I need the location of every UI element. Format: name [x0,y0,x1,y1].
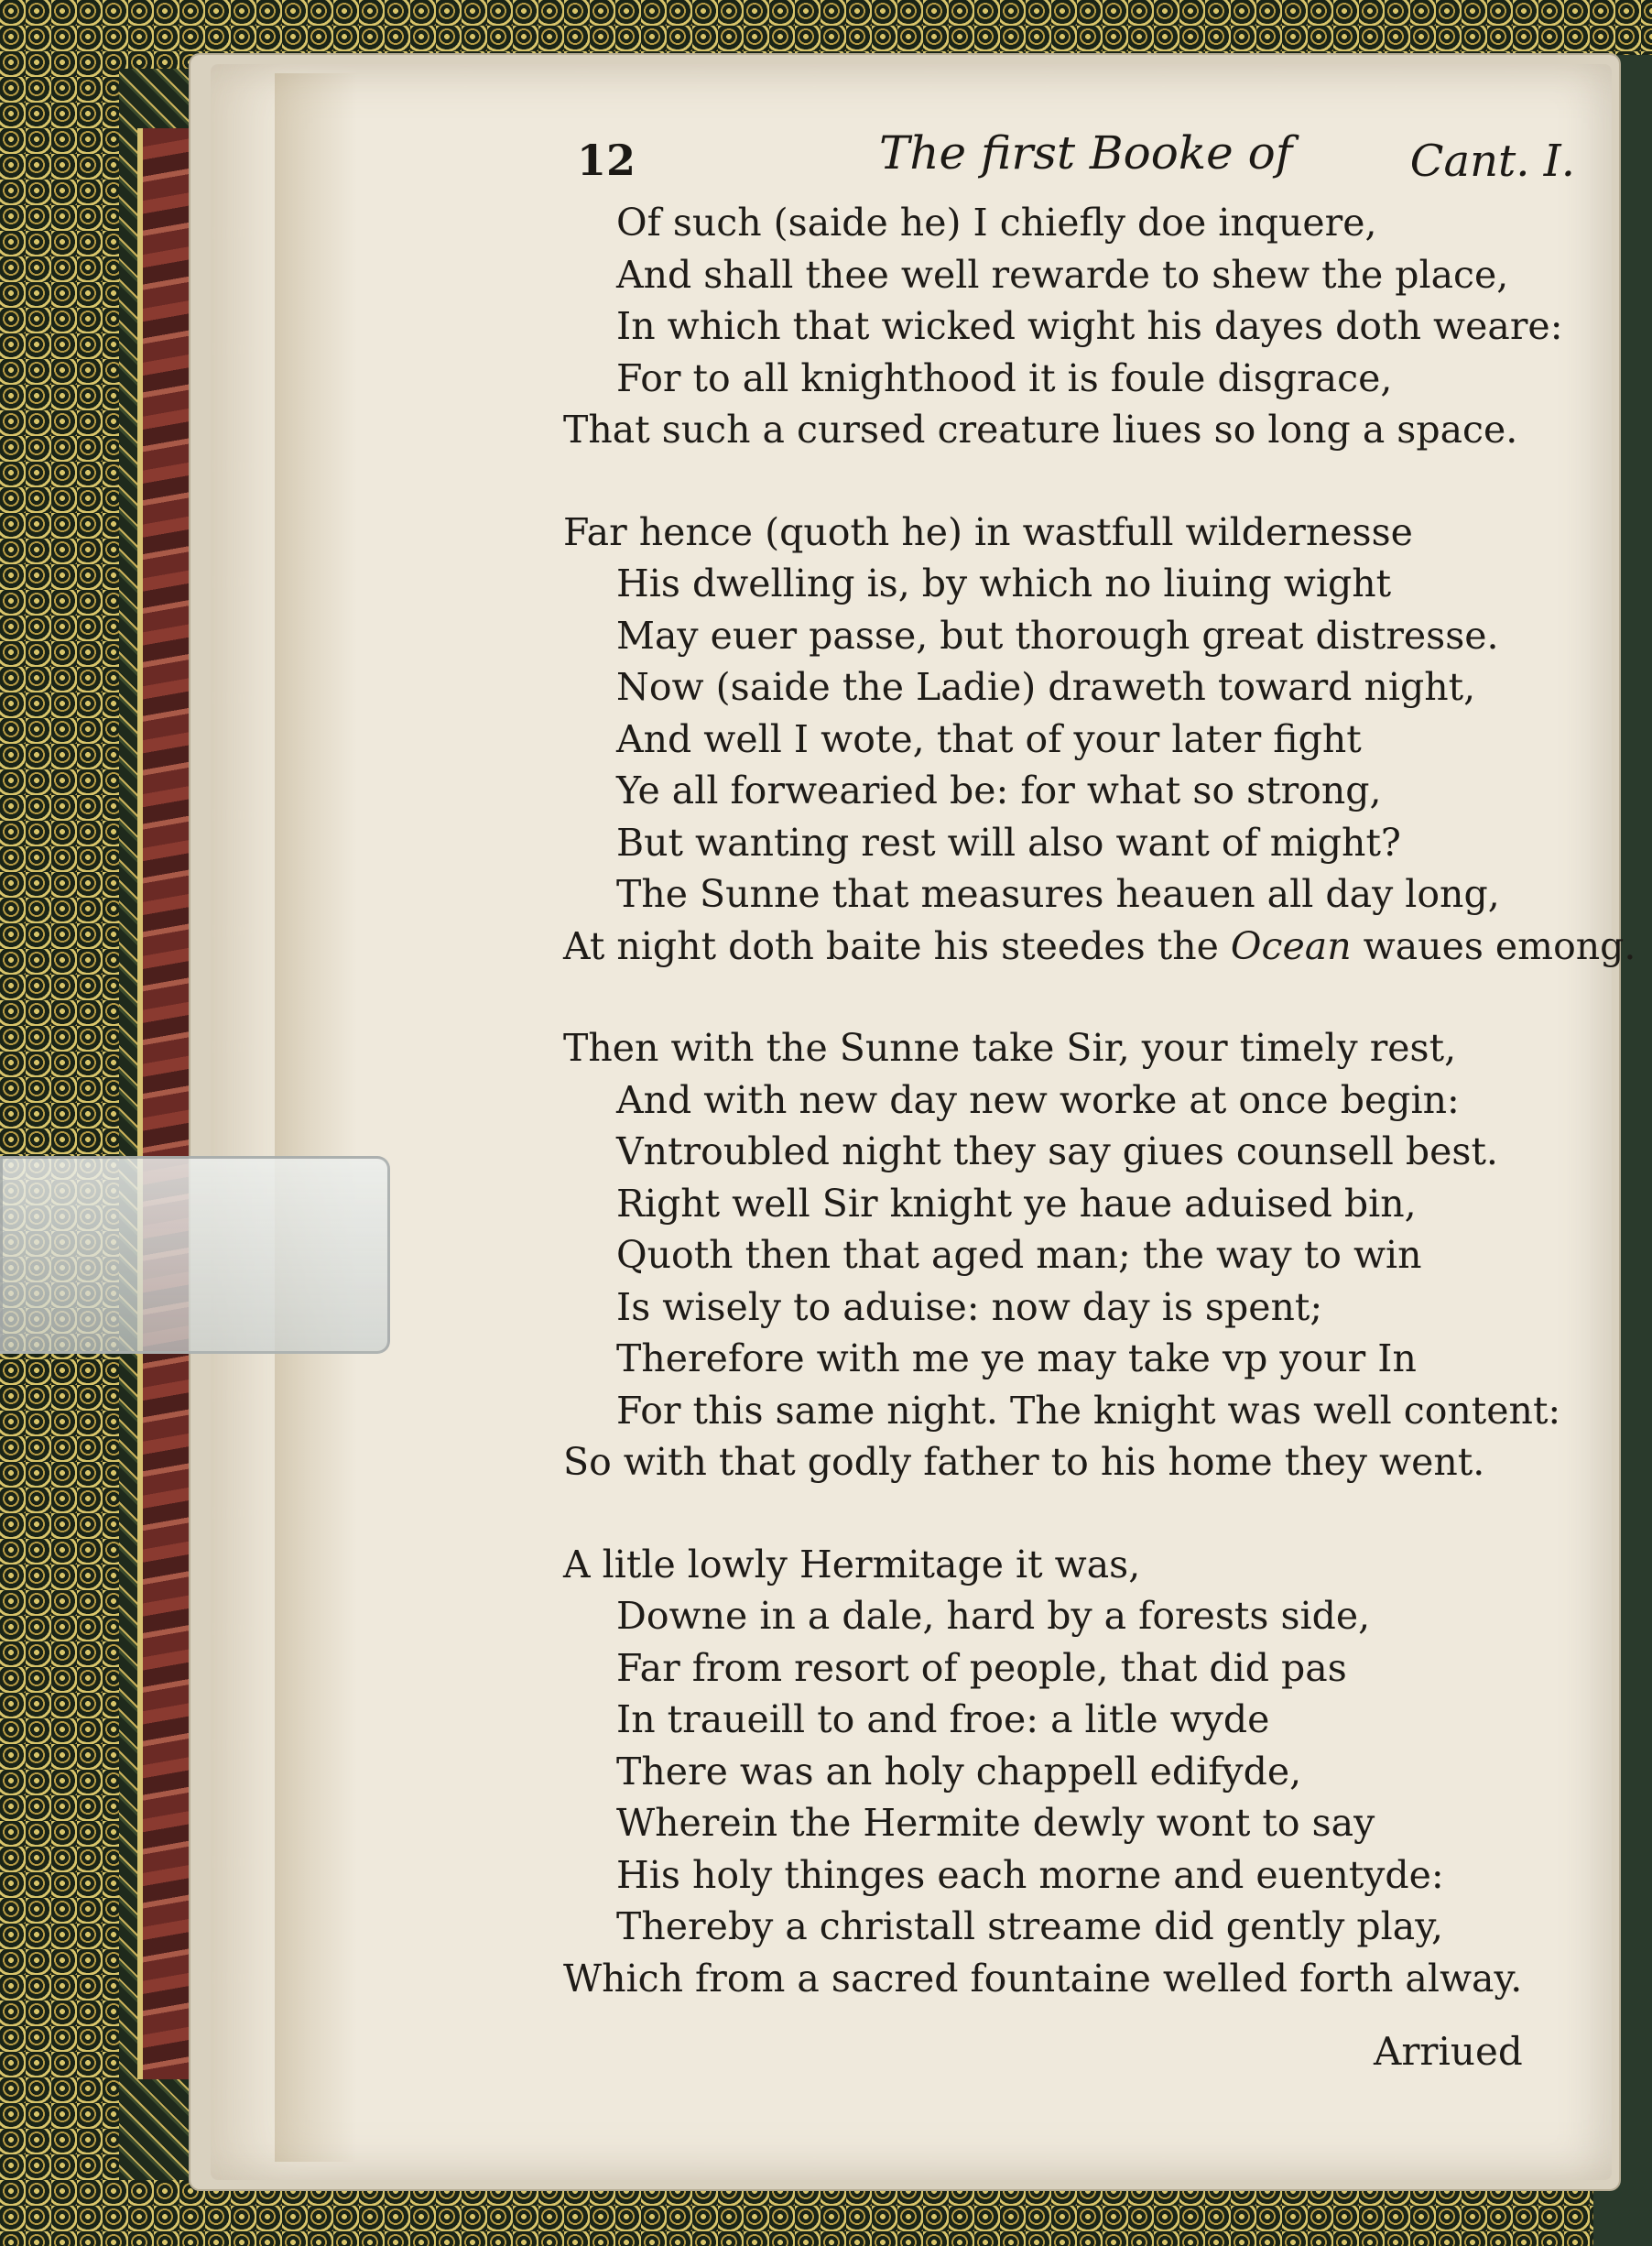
running-title: The first Booke of [879,126,1293,180]
verse-line: So with that godly father to his home they went. [563,1440,1485,1484]
italic-word: Ocean [1230,923,1352,968]
verse-line: In which that wicked wight his dayes doth weare: [616,304,1563,348]
gold-tooled-border-left [0,0,119,2246]
verse-line: Right well Sir knight ye haue aduised bin, [616,1181,1417,1226]
verse-line: Ye all forwearied be: for what so strong, [616,769,1382,812]
verse-line: Vntroubled night they say giues counsell best. [616,1129,1498,1173]
verse-line: Thereby a christall streame did gently play, [616,1904,1443,1948]
verse-line: And well I wote, that of your later fight [616,716,1362,761]
page-header [577,119,1575,202]
stanza [563,1539,1570,2005]
verse-line: There was an holy chappell edifyde, [616,1749,1302,1794]
verse-line: Which from a sacred fountaine welled forth alway. [563,1956,1523,2001]
verse-line: For to all knighthood it is foule disgrace, [616,355,1393,400]
verse-line: The Sunne that measures heauen all day long, [616,872,1500,916]
verse-line: His holy thinges each morne and euentyde: [616,1852,1444,1897]
stanza [563,507,1636,973]
verse-line: Downe in a dale, hard by a forests side, [616,1594,1371,1638]
verse-line: For this same night. The knight was well content: [616,1388,1561,1433]
stanza [563,1022,1570,1488]
verse-line: That such a cursed creature liues so long a space. [563,408,1518,452]
verse-line: Is wisely to aduise: now day is spent; [616,1284,1323,1329]
verse-line: Now (saide the Ladie) draweth toward night, [616,665,1476,709]
poem-text [563,197,1636,2055]
verse-line: In traueill to and froe: a litle wyde [616,1697,1270,1741]
verse-text: waues emong. [1351,923,1636,968]
stanza [563,197,1570,456]
catchword: Arriued [1374,2029,1523,2074]
gold-tooled-border-bottom [0,2180,1652,2246]
verse-line: Therefore with me ye may take vp your In [616,1336,1417,1380]
verse-text: At night doth baite his steedes the [563,923,1231,968]
verse-line: Far from resort of people, that did pas [616,1645,1347,1690]
verse-line: Wherein the Hermite dewly wont to say [616,1801,1375,1845]
verse-line: And with new day new worke at once begin: [616,1077,1460,1122]
verse-line: Quoth then that aged man; the way to win [616,1233,1422,1277]
verse-line: Then with the Sunne take Sir, your timely rest, [563,1026,1457,1070]
verse-line: But wanting rest will also want of might? [616,820,1401,865]
verse-line [563,921,1636,973]
page-number: 12 [577,136,636,185]
gutter-shadow [275,73,357,2162]
verse-line: Of such (saide he) I chiefly doe inquere, [616,201,1377,245]
verse-line: His dwelling is, by which no liuing wight [616,562,1392,605]
verse-line: May euer passe, but thorough great distresse. [616,613,1499,658]
verse-line: And shall thee well rewarde to shew the place, [616,252,1509,297]
page-clip [0,1156,390,1354]
verse-line: A litle lowly Hermitage it was, [563,1542,1141,1586]
verse-line: Far hence (quoth he) in wastfull wildernesse [563,509,1413,554]
canto-label: Cant. I. [1409,136,1575,187]
